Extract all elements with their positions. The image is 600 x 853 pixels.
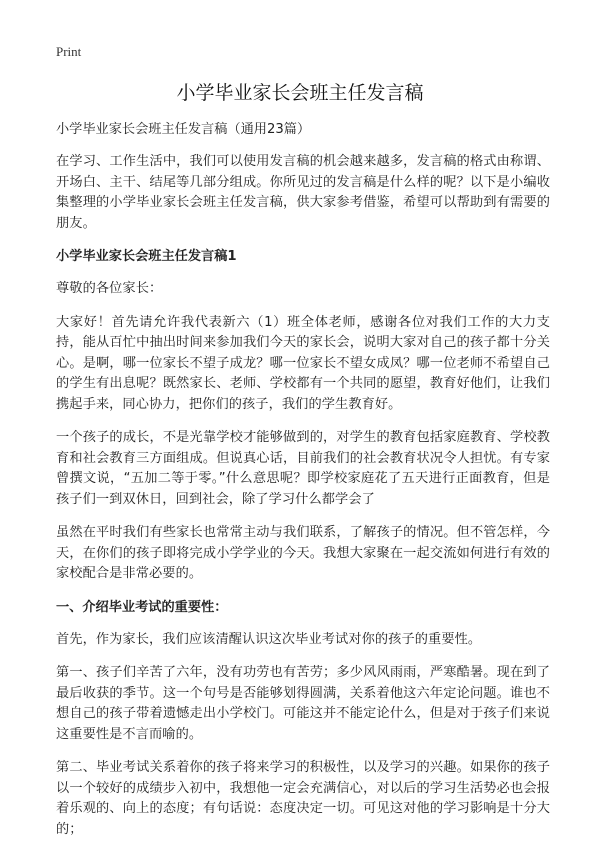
body-paragraph: 首先，作为家长，我们应该清醒认识这次毕业考试对你的孩子的重要性。: [56, 631, 482, 647]
body-paragraph: 虽然在平时我们有些家长也常常主动与我们联系，了解孩子的情况。但不管怎样，今天，在你们的孩子即将完成小学学业的今天。我想大家聚在一起交流如何进行有效的家校配合是非常必要的。: [56, 525, 550, 581]
greeting: 尊敬的各位家长：: [56, 281, 163, 296]
print-link[interactable]: Print: [56, 44, 82, 59]
body-paragraph: 大家好！首先请允许我代表新六（1）班全体老师，感谢各位对我们工作的大力支持，能从百忙中抽出时间来参加我们今天的家长会，说明大家对自己的孩子都十分关心。是啊，哪一位家长不望子成龙？哪一位家长不望女成凤？哪一位老师不希望自己的学生有出息呢？既然家长、老师、学校都有一个共同的愿望，教育好他们，让我们携起手来，同心协力，把你们的孩子，我们的学生教育好。: [56, 314, 550, 412]
body-paragraph: 第一、孩子们辛苦了六年，没有功劳也有苦劳；多少风风雨雨，严寒酷暑。现在到了最后收获的季节。这一个句号是否能够划得圆满，关系着他这六年定论问题。谁也不想自己的孩子带着遗憾走出小学校门。可能这并不能定论什么，但是对于孩子们来说这重要性是不言而喻的。: [56, 665, 550, 742]
intro-paragraph: 在学习、工作生活中，我们可以使用发言稿的机会越来越多，发言稿的格式由称谓、开场白、主干、结尾等几部分组成。你所见过的发言稿是什么样的呢？以下是小编收集整理的小学毕业家长会班主任发言稿，供大家参考借鉴，希望可以帮助到有需要的朋友。: [56, 154, 550, 231]
section-heading-1: 小学毕业家长会班主任发言稿1: [56, 249, 237, 264]
page-title: 小学毕业家长会班主任发言稿: [176, 82, 424, 104]
document-subtitle: 小学毕业家长会班主任发言稿（通用23篇）: [56, 122, 311, 137]
section-heading-2: 一、介绍毕业考试的重要性：: [56, 599, 228, 615]
body-paragraph: 第二、毕业考试关系着你的孩子将来学习的积极性，以及学习的兴趣。如果你的孩子以一个较好的成绩步入初中，我想他一定会充满信心，对以后的学习生活势必也会报着乐观的、向上的态度；有句话说：态度决定一切。可见这对他的学习影响是十分大的；: [56, 760, 550, 837]
document-body: [56, 120, 550, 853]
body-paragraph: 一个孩子的成长，不是光靠学校才能够做到的，对学生的教育包括家庭教育、学校教育和社会教育三方面组成。但说真心话，目前我们的社会教育状况令人担忧。有专家曾撰文说，“五加二等于零。”什么意思呢？即学校家庭花了五天进行正面教育，但是孩子们一到双休日，回到社会，除了学习什么都学会了: [56, 430, 550, 507]
